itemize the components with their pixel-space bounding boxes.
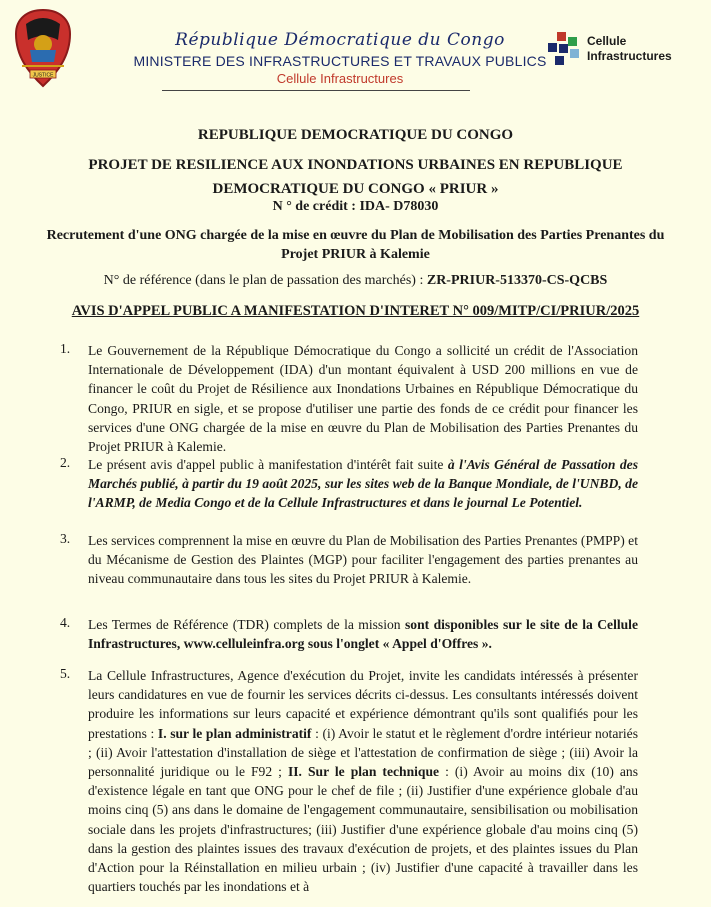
country-title: REPUBLIQUE DEMOCRATIQUE DU CONGO — [197, 127, 514, 143]
paragraph-number: 5. — [60, 666, 71, 681]
paragraph-4: Les Termes de Référence (TDR) complets de la mission sont disponibles sur le site de la Cellule Infrastructures, www.celluleinfra.org sous l'onglet « Appel d'Offres ». — [88, 617, 638, 652]
paragraph-5: La Cellule Infrastructures, Agence d'exécution du Projet, invite les candidats intéressés à présenter leurs candidatures en vue de fournir les services décrits ci-dessus. Les consultants intéressés doivent produire les informations sur leurs capacité et expérience démontrant qu'ils sont qualifiés pour les prestations : I. sur le plan administratif : (i) Avoir le statut et le règlement d'ordre intérieur notariés ; (ii) Avoir l'attestation d'installation de siège et l'attestation de confirmation de siège ; (iii) Avoir la personnalité juridique ou le F92 ; II. Sur le plan technique : (i) Avoir au moins dix (10) ans d'existence légale en tant que ONG pour le chef de file ; (ii) Justifier d'une expérience globale d'au moins cinq (5) ans dans le domaine de l'engagement communautaire, sensibilisation ou mobilisation sociale dans les projets d'infrastructures; (iii) Justifier d'une expérience globale d'au moins cinq (5) dans la gestion des plaintes issues des travaux d'exécution de projets, et des plaintes issues du Plan d'Action pour la Réinstallation en milieu urbain ; (iv) Justifier d'une capacité à travailler dans les quartiers touchés par les inondations et à — [88, 668, 638, 895]
cellule-logo — [543, 31, 693, 71]
paragraph-number: 3. — [60, 531, 71, 546]
header-divider — [162, 90, 470, 91]
paragraph-number: 1. — [60, 341, 71, 356]
paragraph-number: 4. — [60, 615, 71, 630]
coat-of-arms-icon — [8, 6, 78, 90]
republique-heading: République Démocratique du Congo — [175, 30, 505, 50]
letterhead — [0, 0, 711, 100]
ministere-heading: MINISTERE DES INFRASTRUCTURES ET TRAVAUX PUBLICS — [133, 53, 547, 69]
reference-number: N° de référence (dans le plan de passation des marchés) : ZR-PRIUR-513370-CS-QCBS — [103, 273, 608, 288]
cellule-logo-icon — [543, 31, 583, 67]
project-title: PROJET DE RESILIENCE AUX INONDATIONS URBAINES EN REPUBLIQUE DEMOCRATIQUE DU CONGO « PRIUR » — [88, 157, 623, 197]
coat-banner: JUSTICE — [32, 72, 54, 79]
recruitment-title: Recrutement d'une ONG chargée de la mise en œuvre du Plan de Mobilisation des Parties Prenantes du Projet PRIUR à Kalemie — [46, 228, 665, 262]
avis-title: AVIS D'APPEL PUBLIC A MANIFESTATION D'INTERET N° 009/MITP/CI/PRIUR/2025 — [71, 303, 640, 319]
paragraph-2: Le présent avis d'appel public à manifestation d'intérêt fait suite à l'Avis Général de Passation des Marchés publié, à partir du 19 août 2025, sur les sites web de la Banque Mondiale, de l'UNBD, de l'ARMP, de Media Congo et de la Cellule Infrastructures et dans le journal Le Potentiel. — [88, 457, 638, 511]
paragraph-1: Le Gouvernement de la République Démocratique du Congo a sollicité un crédit de l'Association Internationale de Développement (IDA) d'un montant équivalent à USD 200 millions en vue de financer le coût du Projet de Résilience aux Inondations Urbaines en République Démocratique du Congo, PRIUR en sigle, et se propose d'utiliser une partie des fonds de ce crédit pour financer les services d'une ONG chargée de la mise en œuvre du Plan de Mobilisation des Parties Prenantes du Projet PRIUR à Kalemie. — [88, 343, 638, 455]
paragraph-3: Les services comprennent la mise en œuvre du Plan de Mobilisation des Parties Prenantes (PMPP) et du Mécanisme de Gestion des Plaintes (MGP) pour faciliter l'engagement des parties prenantes au niveau communautaire dans tous les sites du Projet PRIUR à Kalemie. — [88, 533, 638, 587]
letterhead-titles — [110, 30, 570, 86]
paragraph-number: 2. — [60, 455, 71, 470]
cellule-heading: Cellule Infrastructures — [276, 71, 404, 86]
credit-number: N ° de crédit : IDA- D78030 — [272, 199, 439, 214]
cellule-logo-text: Cellule Infrastructures — [587, 34, 672, 63]
